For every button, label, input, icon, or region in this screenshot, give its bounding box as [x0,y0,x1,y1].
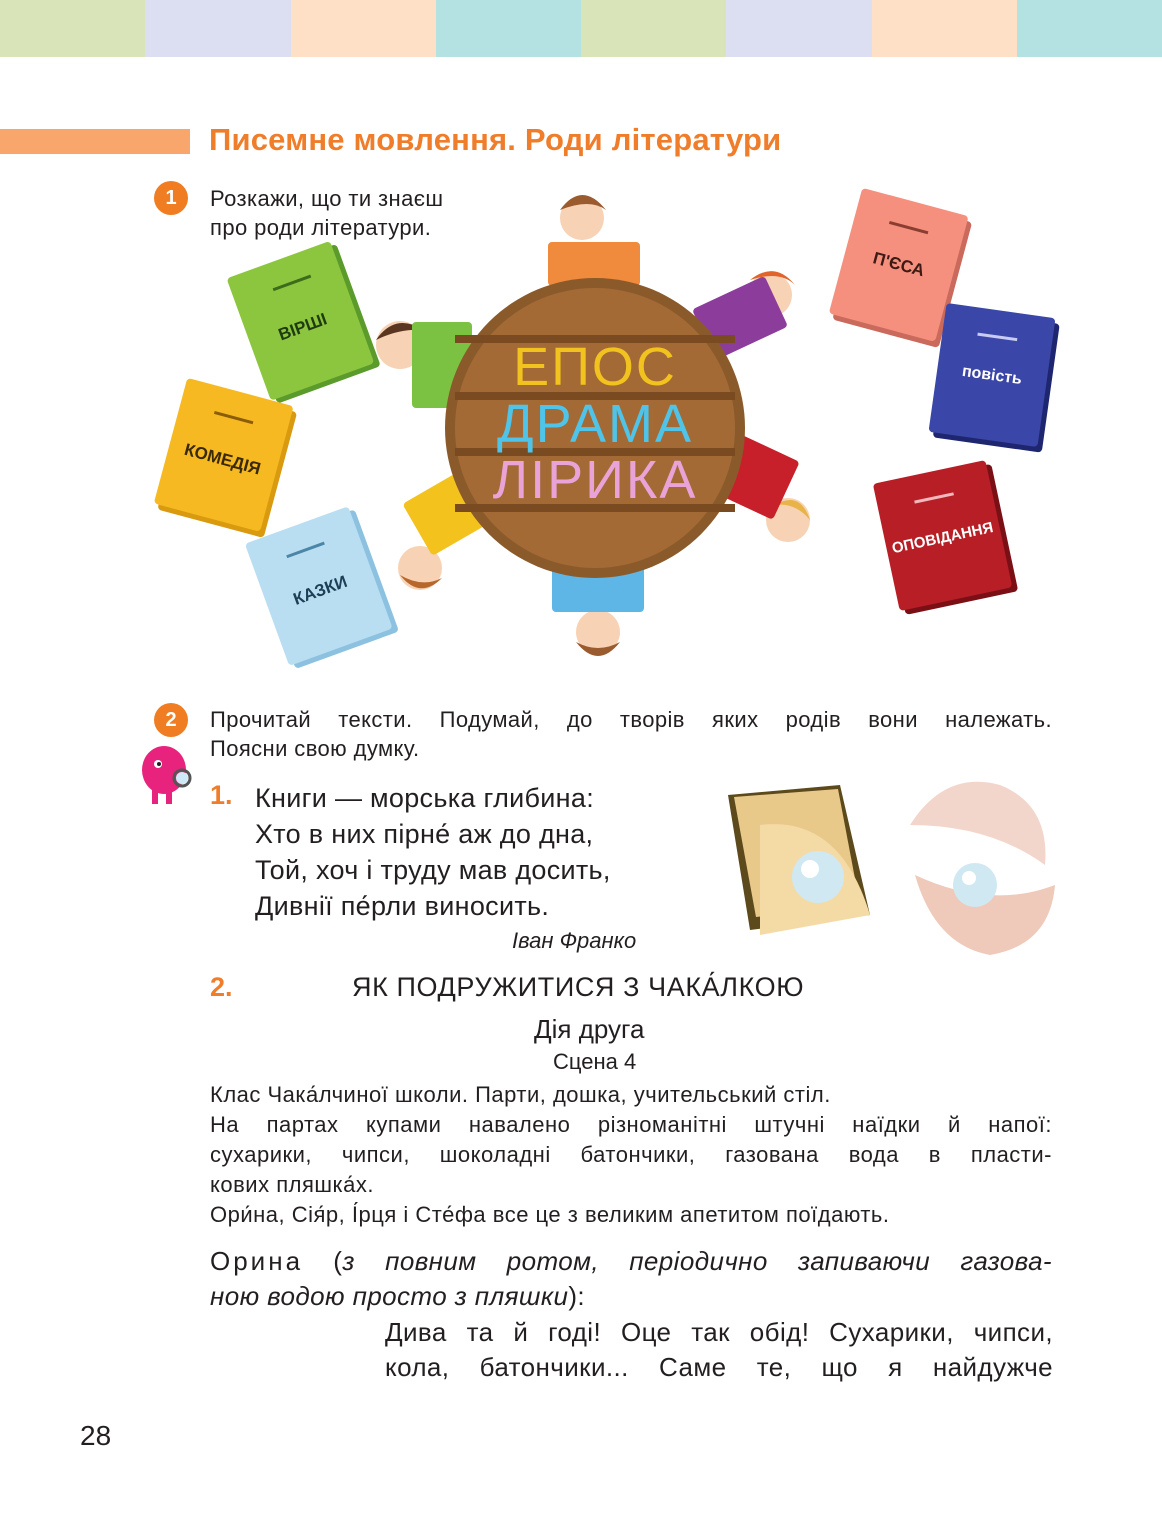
title-accent-strip [0,129,190,154]
color-segment [872,0,1017,57]
color-segment [581,0,726,57]
task1-line: про роди літератури. [210,215,432,240]
drama-title: ЯК ПОДРУЖИТИСЯ З ЧАКА́ЛКОЮ [352,972,805,1002]
color-segment [1017,0,1162,57]
color-segment [726,0,871,57]
speech-line: кола, батончики... Саме те, що я найдужче [385,1352,1053,1382]
poem-line: Книги — морська глибина: [255,783,595,813]
book-with-pearl-illustration [720,765,1060,960]
task1-line: Розкажи, що ти знаєш [210,186,444,211]
poem [255,780,611,924]
remark-line: сухарики, чипси, шоколадні батончики, газована вода в пласти- [210,1142,1052,1167]
word-drama: ДРАМА [497,394,693,454]
speaker-line-2: ною водою просто з пляшки): [210,1281,586,1311]
text-number: 2. [210,972,233,1002]
drama-scene: Сцена 4 [553,1049,637,1074]
poem-author: Іван Франко [512,928,637,953]
book-kazky [245,505,399,671]
book-virshi [227,239,381,405]
color-segment [145,0,290,57]
speaker-line [210,1244,1052,1314]
top-color-band [0,0,1162,57]
book-komediia [152,378,298,538]
remark-line: Клас Чака́лчиної школи. Парти, дошка, учительський стіл. [210,1082,831,1107]
page-number: 28 [80,1420,112,1451]
color-segment [0,0,145,57]
stage-direction: ною водою просто з пляшки [210,1281,569,1311]
poem-line: Той, хоч і труду мав досить, [255,855,611,885]
stage-direction: з повним ротом, періодично запиваючи газова- [342,1246,1052,1276]
book-opovidannia [873,459,1018,616]
book-label: КАЗКИ [290,571,350,609]
book-label: КОМЕДІЯ [182,439,263,479]
speech-line: Дива та й годі! Оце так обід! Сухарики, чипси, [385,1317,1053,1347]
task-number-badge: 1 [154,181,188,215]
book-label: П'ЄСА [871,248,927,281]
stage-directions [210,1080,1052,1230]
literature-genres-illustration [150,180,1070,680]
task2-line: Поясни свою думку. [210,736,420,761]
child-top [548,195,640,286]
speaker-line-1: Орина (з повним ротом, періодично запиваючи газова- [210,1246,1052,1276]
task-number-badge: 2 [154,703,188,737]
page-title: Писемне мовлення. Роди літератури [209,122,782,157]
word-liryka: ЛІРИКА [492,450,698,510]
word-epos: ЕПОС [513,337,677,397]
speaker-name: Орина [210,1246,304,1276]
poem-line: Хто в них пірне́ аж до дна, [255,819,594,849]
book-label: повість [960,362,1023,389]
color-segment [291,0,436,57]
task2-line: Прочитай тексти. Подумай, до творів яких родів вони належать. [210,707,1052,732]
drama-act: Дія друга [534,1014,645,1044]
mascot-magnifier-icon [138,742,196,808]
character-speech [385,1315,1053,1385]
poem-line: Дивнії пе́рли виносить. [255,891,550,921]
book-label: ВІРШІ [275,309,330,345]
task2-text [210,705,1052,763]
book-povist [928,303,1061,453]
remark-line: На партах купами навалено різноманітні штучні наїдки й напої: [210,1112,1052,1137]
color-segment [436,0,581,57]
remark-line: кових пляшка́х. [210,1172,374,1197]
book-label: ОПОВІДАННЯ [890,519,995,558]
remark-line: Ори́на, Сія́р, І́рця і Сте́фа все це з великим апетитом поїдають. [210,1202,890,1227]
text-number: 1. [210,780,233,810]
